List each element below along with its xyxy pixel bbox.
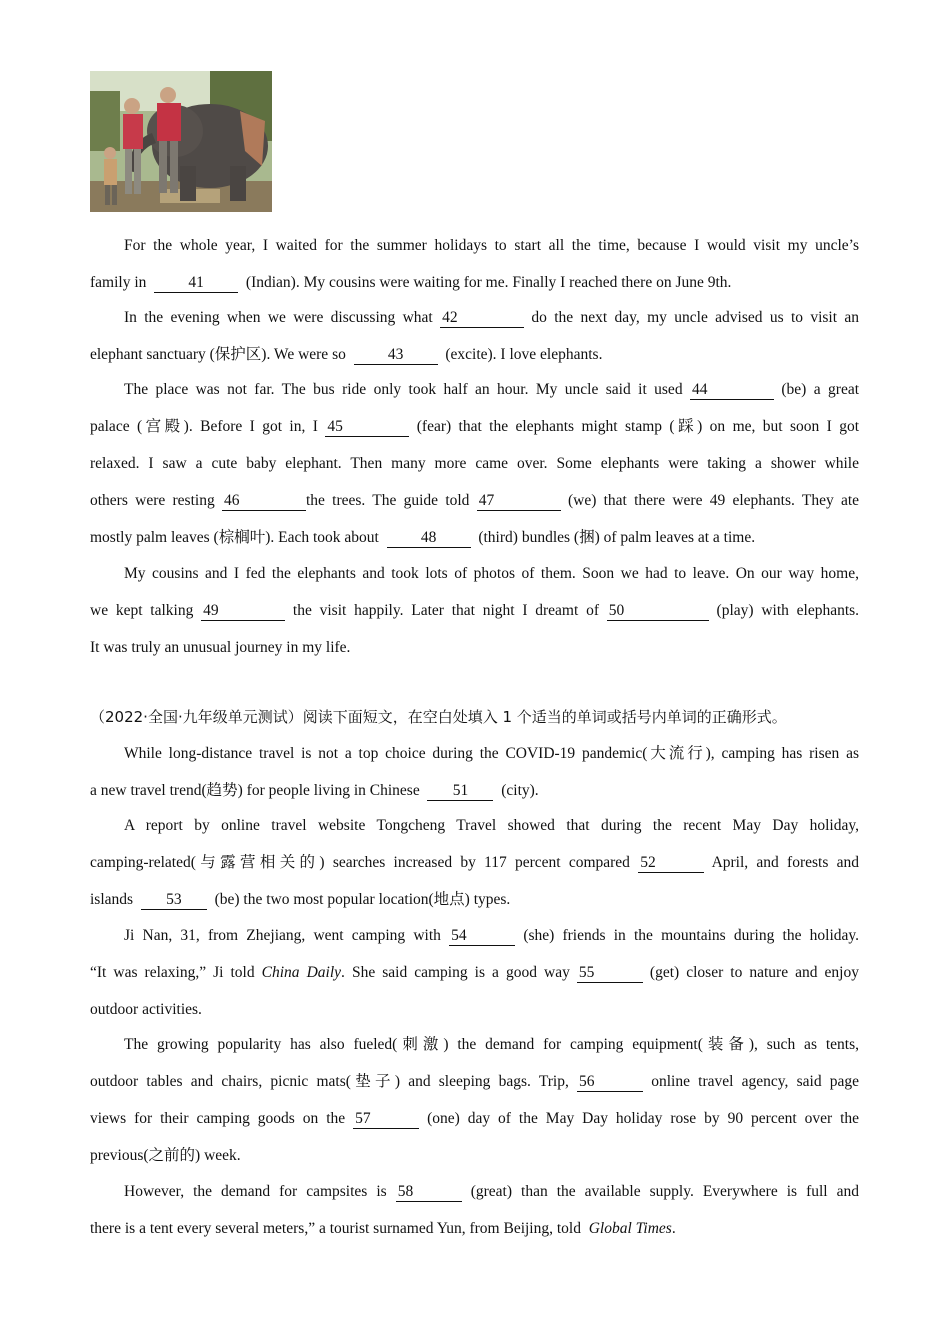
- italic-title: China Daily: [261, 964, 342, 981]
- text-line: previous(之前的) week.: [90, 1147, 241, 1164]
- text-span: camping-related(与露营相关的) searches increased by 117 percent compared: [90, 854, 630, 871]
- text-span: online travel agency, said page: [651, 1073, 860, 1090]
- text-line: My cousins and I fed the elephants and took lots of photos of them. Soon we had to leave. On our way home,: [124, 565, 859, 582]
- text-span: However, the demand for campsites is: [124, 1183, 387, 1200]
- blank-52: 52: [638, 854, 704, 873]
- text-span: (be) the two most popular location(地点) types.: [214, 891, 511, 908]
- blank-48: 48: [387, 529, 471, 548]
- text-span: (excite). I love elephants.: [445, 346, 603, 363]
- text-line: For the whole year, I waited for the summer holidays to start all the time, because I would visit my uncle’s: [124, 237, 859, 254]
- text-span: (great) than the available supply. Everywhere is full and: [470, 1183, 859, 1200]
- text-line: It was truly an unusual journey in my life.: [90, 639, 351, 656]
- elephant-photo: [90, 71, 272, 212]
- blank-43: 43: [354, 346, 438, 365]
- paragraph-4: [90, 555, 859, 666]
- text-span: (Indian). My cousins were waiting for me. Finally I reached there on June 9th.: [245, 274, 732, 291]
- blank-46: 46: [222, 492, 306, 511]
- exercise-source: （2022·全国·九年级单元测试）阅读下面短文，在空白处填入 1 个适当的单词或括号内单词的正确形式。: [90, 708, 787, 726]
- text-span: (city).: [501, 782, 539, 799]
- text-span: Ji Nan, 31, from Zhejiang, went camping with: [124, 927, 441, 944]
- text-span: others were resting: [90, 492, 215, 509]
- paragraph-2: [90, 299, 859, 373]
- blank-44: 44: [690, 381, 774, 400]
- text-span: (get) closer to nature and enjoy: [649, 964, 859, 981]
- blank-51: 51: [427, 782, 493, 801]
- text-span: . She said camping is a good way: [341, 964, 570, 981]
- text-span: a new travel trend(趋势) for people living in Chinese: [90, 782, 420, 799]
- paragraph-1: [90, 227, 859, 301]
- paragraph-5: [90, 735, 859, 809]
- paragraph-9: [90, 1173, 859, 1247]
- blank-54: 54: [449, 927, 515, 946]
- paragraph-3: [90, 371, 859, 556]
- text-line: relaxed. I saw a cute baby elephant. Then many more came over. Some elephants were taking a shower while: [90, 455, 859, 472]
- text-line: A report by online travel website Tongcheng Travel showed that during the recent May Day holiday,: [124, 817, 859, 834]
- text-span: outdoor tables and chairs, picnic mats(垫子) and sleeping bags. Trip,: [90, 1073, 569, 1090]
- italic-title: Global Times: [588, 1220, 672, 1237]
- text-span: The place was not far. The bus ride only took half an hour. My uncle said it used: [124, 381, 683, 398]
- paragraph-8: [90, 1026, 859, 1174]
- text-span: family in: [90, 274, 147, 291]
- blank-56: 56: [577, 1073, 643, 1092]
- text-span: (we) that there were 49 elephants. They ate: [567, 492, 860, 509]
- text-span: the trees. The guide told: [305, 492, 470, 509]
- blank-50: 50: [607, 602, 709, 621]
- text-span: .: [671, 1220, 676, 1237]
- text-line: The growing popularity has also fueled(刺激) the demand for camping equipment(装备), such as tents,: [124, 1036, 859, 1053]
- text-span: (be) a great: [781, 381, 860, 398]
- blank-41: 41: [154, 274, 238, 293]
- text-span: the visit happily. Later that night I dreamt of: [292, 602, 599, 619]
- text-span: we kept talking: [90, 602, 194, 619]
- text-span: (one) day of the May Day holiday rose by 90 percent over the: [427, 1110, 860, 1127]
- blank-55: 55: [577, 964, 643, 983]
- blank-58: 58: [396, 1183, 462, 1202]
- paragraph-7: [90, 917, 859, 1028]
- text-span: views for their camping goods on the: [90, 1110, 346, 1127]
- text-span: (play) with elephants.: [716, 602, 860, 619]
- blank-57: 57: [353, 1110, 419, 1129]
- blank-49: 49: [201, 602, 285, 621]
- text-span: islands: [90, 891, 134, 908]
- text-span: In the evening when we were discussing what: [124, 309, 433, 326]
- text-line: outdoor activities.: [90, 1001, 202, 1018]
- text-span: there is a tent every several meters,” a tourist surnamed Yun, from Beijing, told: [90, 1220, 581, 1237]
- blank-45: 45: [325, 418, 409, 437]
- text-span: (she) friends in the mountains during the holiday.: [523, 927, 860, 944]
- text-span: do the next day, my uncle advised us to visit an: [531, 309, 860, 326]
- blank-53: 53: [141, 891, 207, 910]
- text-span: (third) bundles (捆) of palm leaves at a time.: [478, 529, 756, 546]
- text-span: elephant sanctuary (保护区). We were so: [90, 346, 346, 363]
- text-span: (fear) that the elephants might stamp (踩) on me, but soon I got: [416, 418, 860, 435]
- text-span: “It was relaxing,” Ji told: [90, 964, 255, 981]
- paragraph-6: [90, 807, 859, 918]
- text-span: palace (宫殿). Before I got in, I: [90, 418, 318, 435]
- blank-47: 47: [477, 492, 561, 511]
- text-span: April, and forests and: [711, 854, 859, 871]
- text-line: While long-distance travel is not a top choice during the COVID-19 pandemic(大流行), camping has risen as: [124, 745, 859, 762]
- blank-42: 42: [440, 309, 524, 328]
- text-span: mostly palm leaves (棕榈叶). Each took about: [90, 529, 379, 546]
